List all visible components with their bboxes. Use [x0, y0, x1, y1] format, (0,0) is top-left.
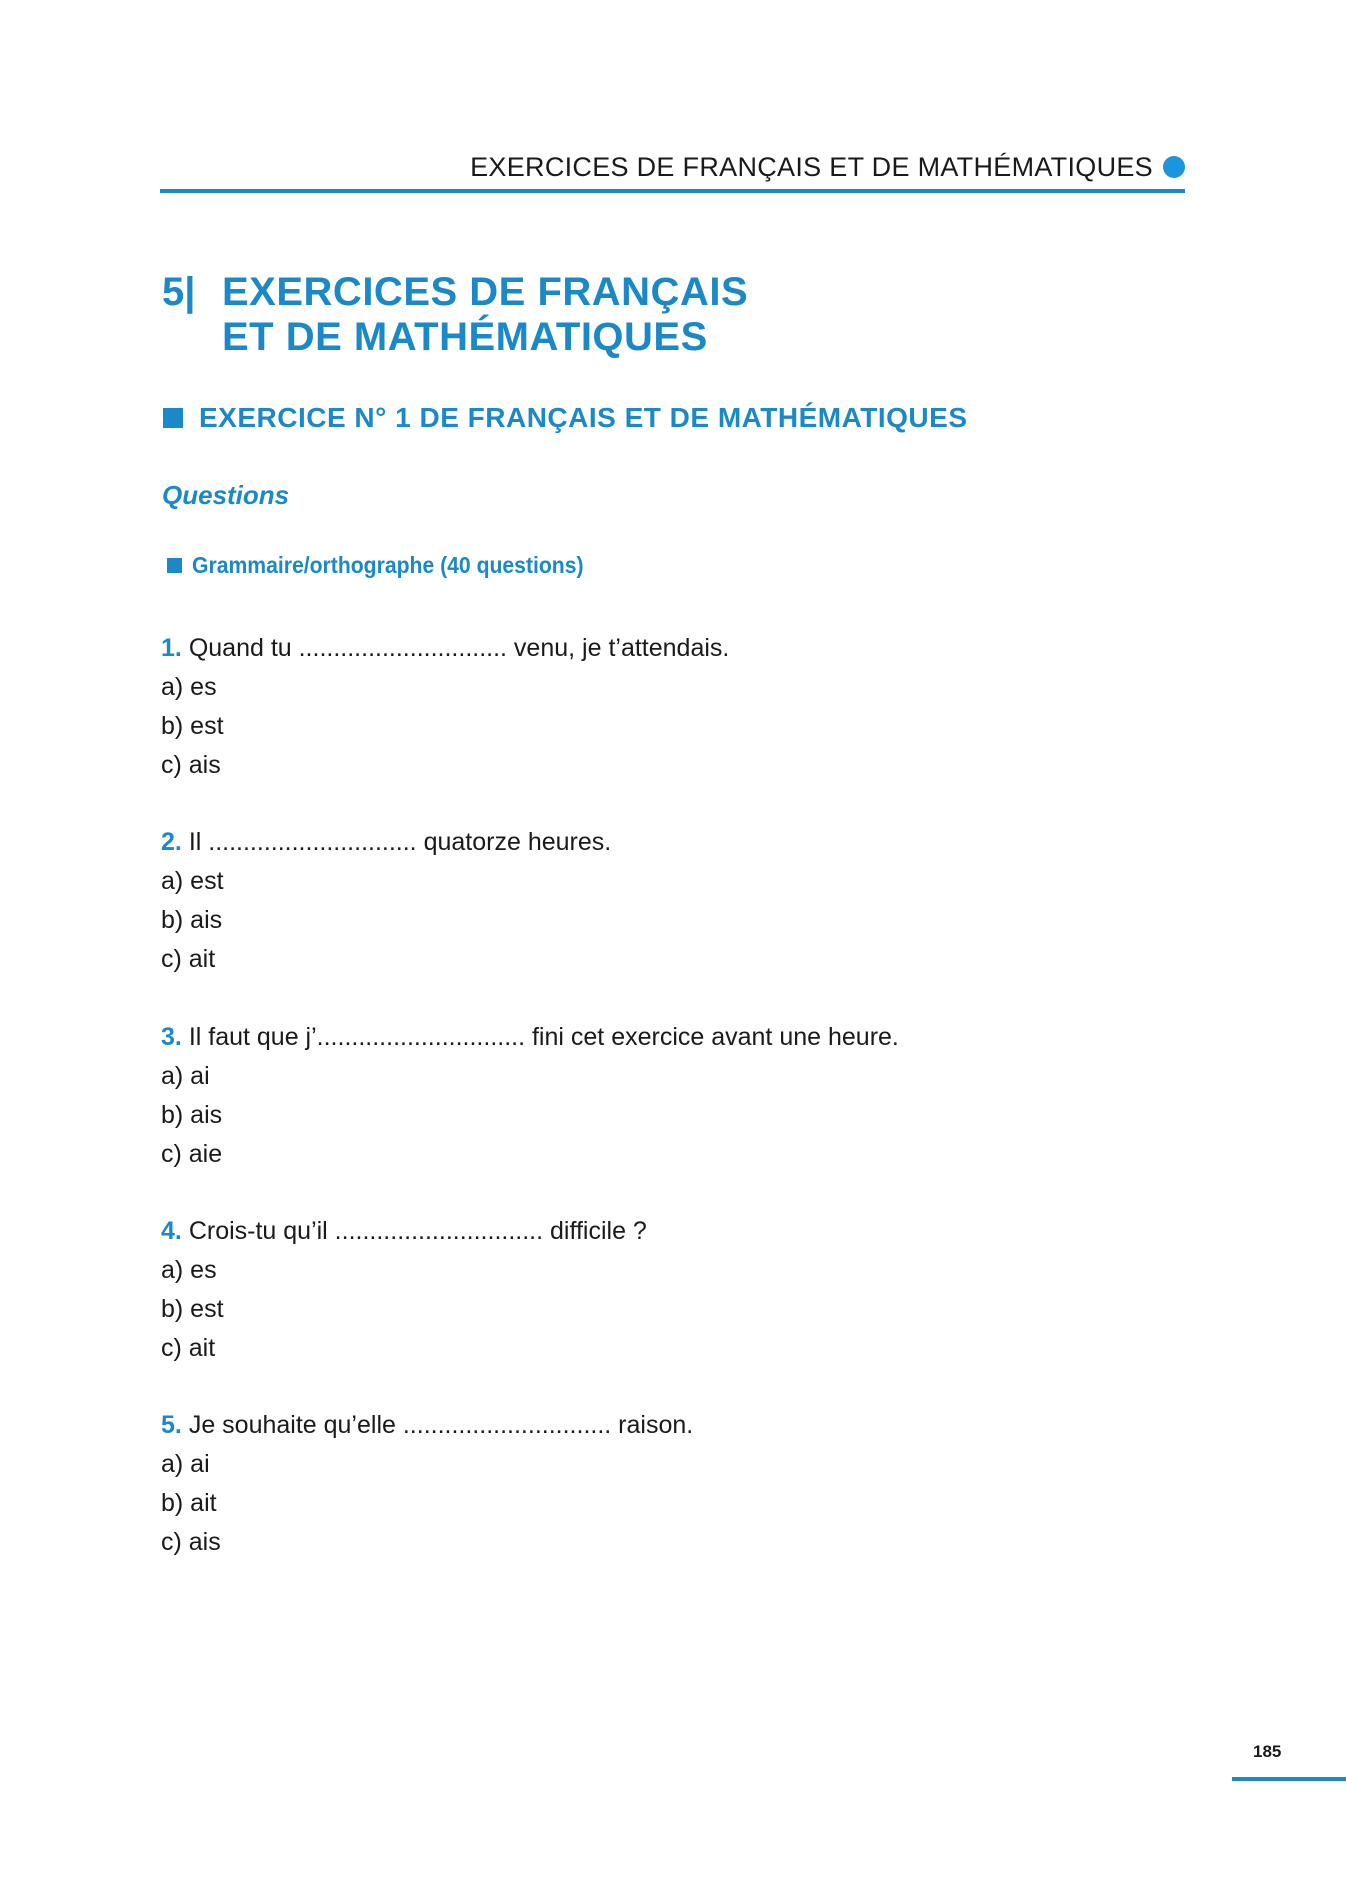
answer-option: b) est [161, 1295, 224, 1323]
question-text: Crois-tu qu’il .............................. difficile ? [188, 1217, 647, 1245]
question-number: 2. [161, 828, 182, 856]
bullet-dot-icon [1163, 156, 1185, 178]
question-text: Il faut que j’.............................. fini cet exercice avant une heure. [188, 1023, 899, 1051]
chapter-title-lines [222, 270, 748, 360]
answer-option: b) est [161, 712, 224, 740]
question-stem [161, 1406, 693, 1445]
section-heading [163, 402, 968, 434]
section-title: EXERCICE N° 1 DE FRANÇAIS ET DE MATHÉMATIQUES [199, 402, 968, 433]
questions-heading: Questions [162, 480, 290, 510]
question-text: Il .............................. quatorze heures. [188, 828, 612, 856]
question-number: 1. [161, 634, 182, 662]
chapter-title-line-1: EXERCICES DE FRANÇAIS [222, 270, 749, 314]
answer-option: a) es [161, 673, 217, 701]
question-stem [161, 629, 729, 668]
square-bullet-icon [167, 558, 182, 573]
answer-option: b) ait [161, 1489, 217, 1517]
answer-option: c) ait [161, 1334, 216, 1362]
chapter-title-line-2: ET DE MATHÉMATIQUES [222, 315, 708, 359]
subsection-title: Grammaire/orthographe (40 questions) [192, 552, 584, 578]
running-header-text: EXERCICES DE FRANÇAIS ET DE MATHÉMATIQUES [470, 151, 1153, 182]
subsection-heading [167, 552, 618, 579]
answer-option: b) ais [161, 1101, 223, 1129]
question-5 [161, 1406, 693, 1562]
answer-option: a) es [161, 1256, 217, 1284]
chapter-number: 5| [162, 270, 196, 314]
answer-option: a) ai [161, 1450, 210, 1478]
question-number: 3. [161, 1023, 182, 1051]
answer-option: c) aie [161, 1140, 223, 1168]
page-number-rule [1232, 1777, 1346, 1781]
question-stem [161, 1018, 899, 1057]
answer-option: b) ais [161, 906, 223, 934]
answer-option: c) ait [161, 945, 216, 973]
answer-option: c) ais [161, 751, 221, 779]
question-number: 5. [161, 1411, 182, 1439]
answer-option: a) est [161, 867, 224, 895]
question-4 [161, 1212, 647, 1368]
question-3 [161, 1018, 899, 1174]
question-stem [161, 1212, 647, 1251]
question-text: Quand tu .............................. venu, je t’attendais. [188, 634, 730, 662]
page-number: 185 [1253, 1742, 1282, 1761]
answer-option: c) ais [161, 1528, 221, 1556]
square-bullet-icon [163, 408, 183, 428]
question-number: 4. [161, 1217, 182, 1245]
question-text: Je souhaite qu’elle .............................. raison. [188, 1411, 694, 1439]
answer-option: a) ai [161, 1062, 210, 1090]
question-2 [161, 823, 611, 979]
chapter-title [162, 270, 748, 360]
running-header [160, 145, 1185, 193]
question-1 [161, 629, 729, 785]
question-stem [161, 823, 611, 862]
